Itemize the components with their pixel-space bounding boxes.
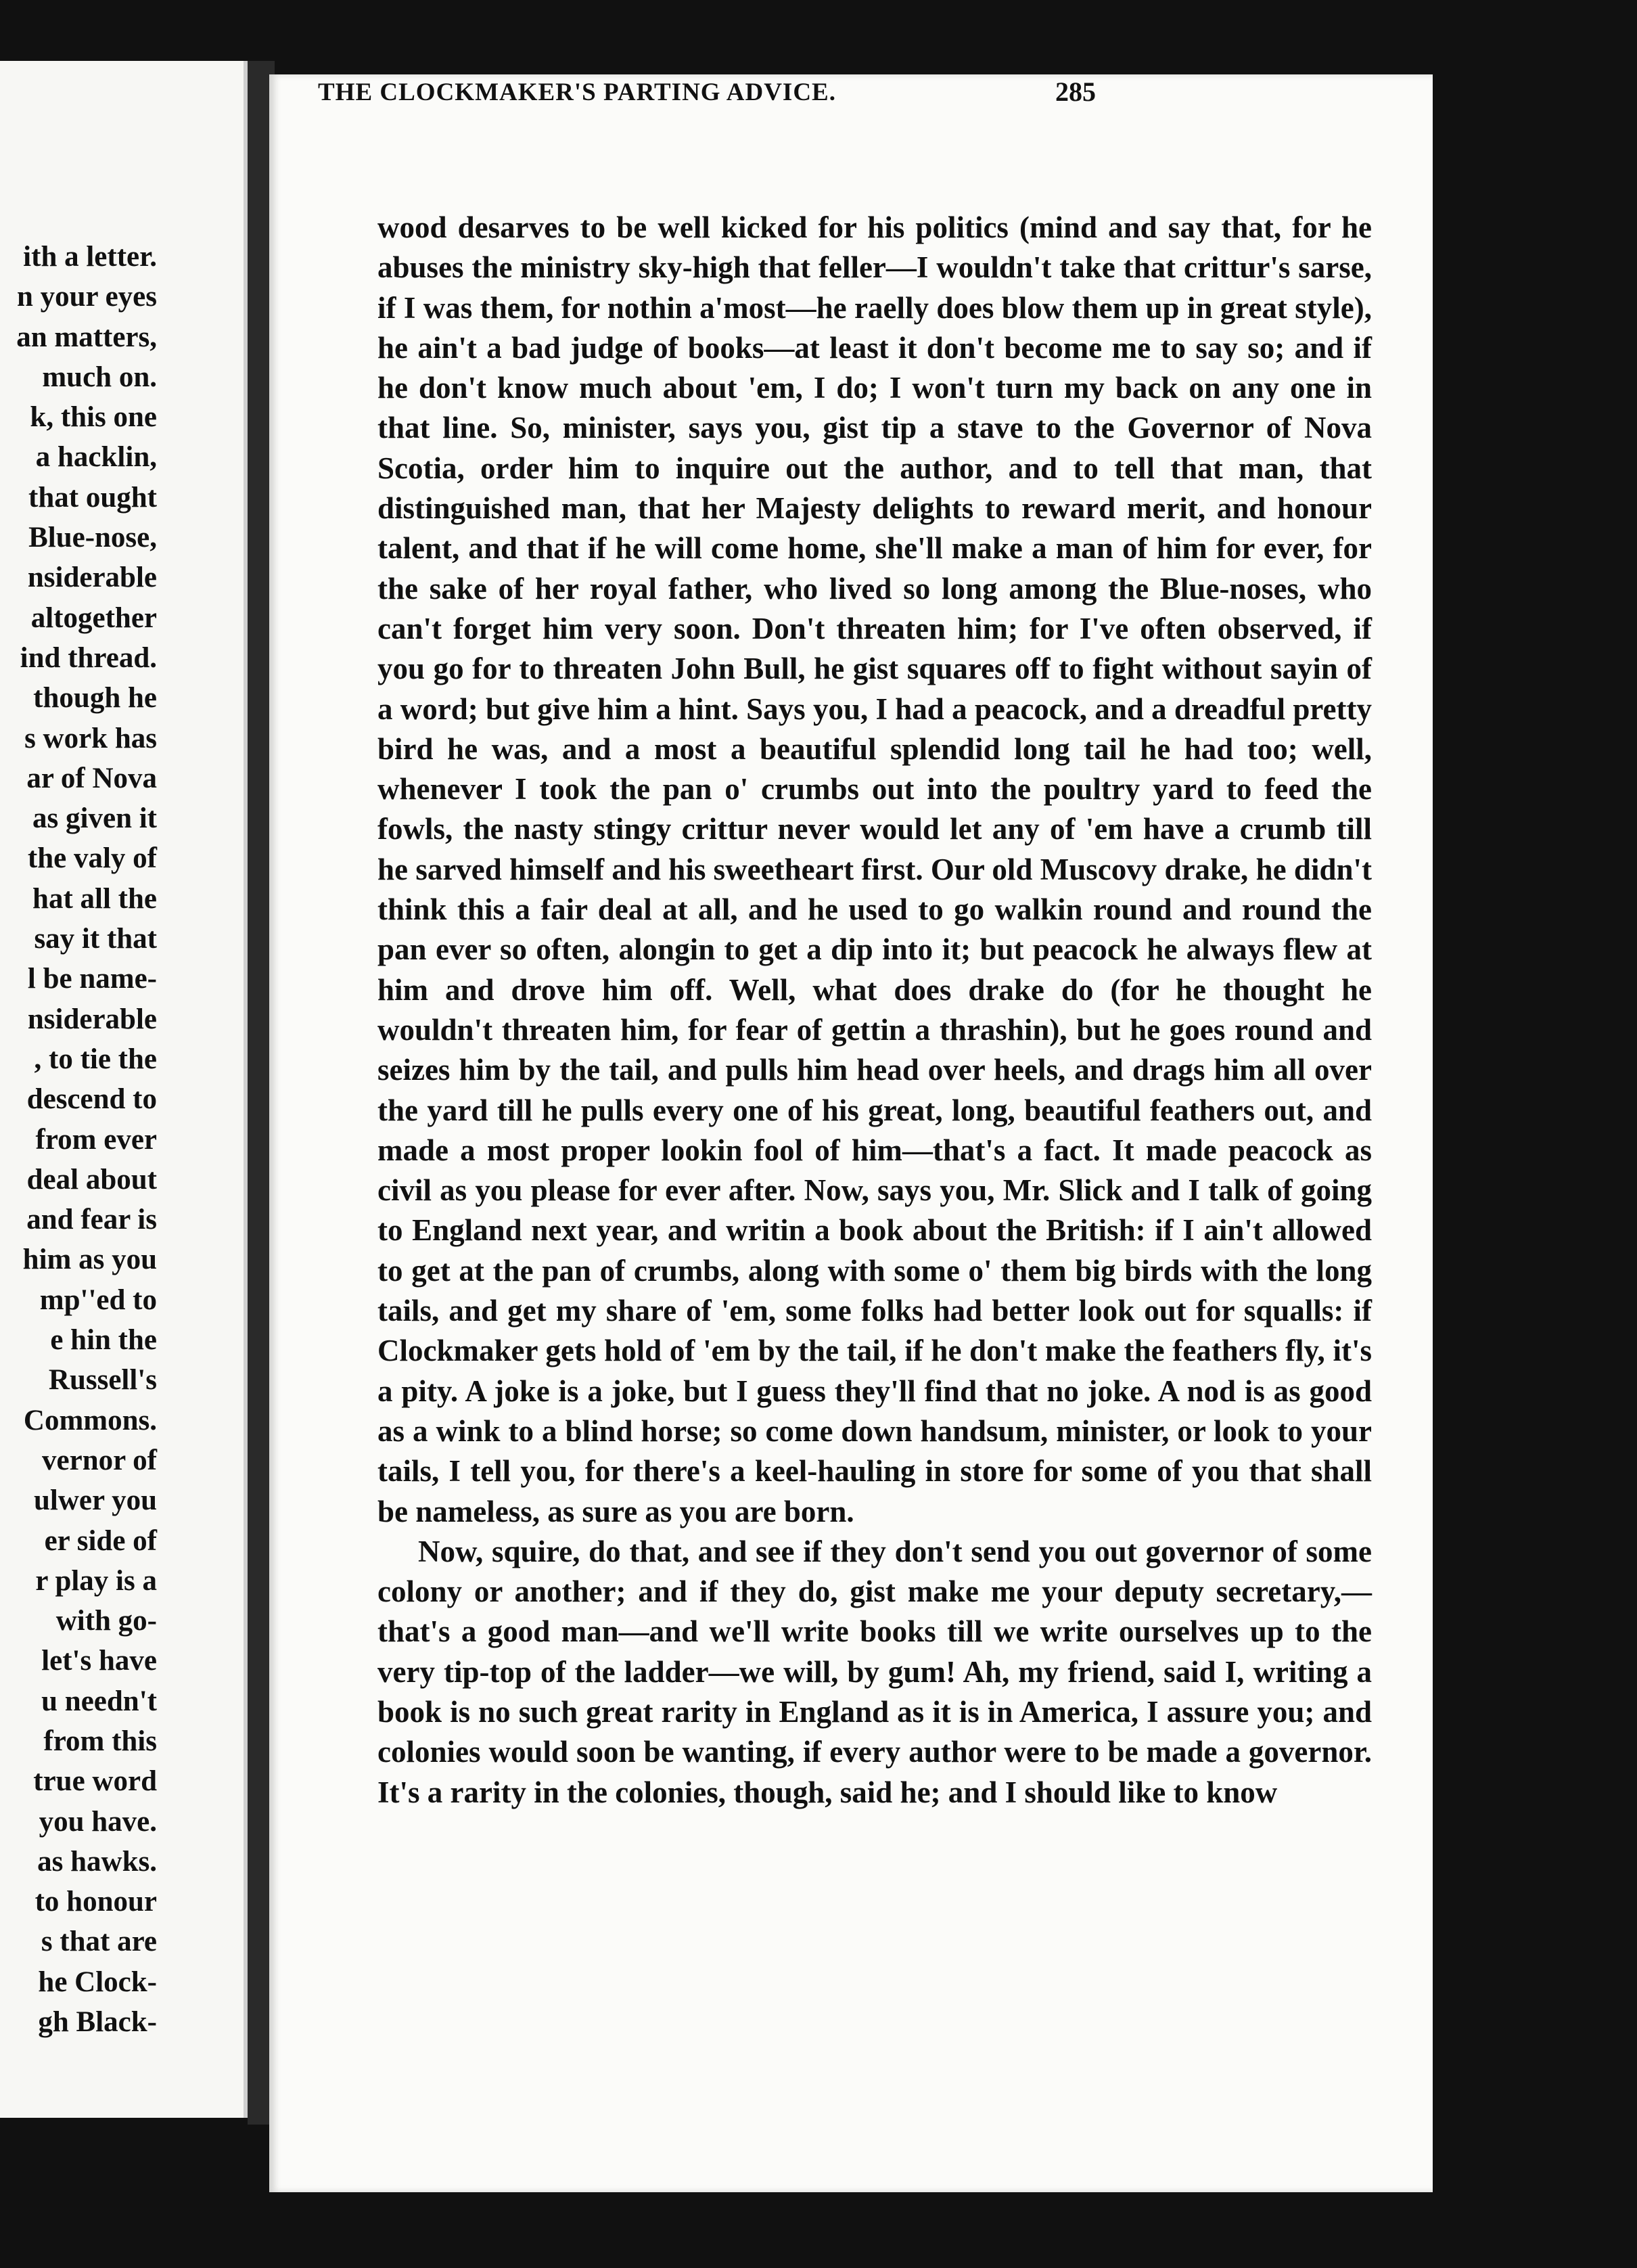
left-page-line: nsiderable — [27, 562, 157, 594]
page-number: 285 — [1055, 76, 1096, 107]
left-page-line: true word — [33, 1765, 157, 1798]
left-page-line: from ever — [35, 1123, 157, 1156]
left-page-line: the valy of — [27, 842, 157, 875]
left-page-line: from this — [43, 1725, 157, 1757]
left-page-line: him as you — [22, 1244, 157, 1276]
left-page-line: gh Black- — [38, 2006, 157, 2039]
left-page-line: Russell's — [48, 1364, 157, 1397]
left-page-line: as hawks. — [37, 1845, 157, 1878]
left-page-line: he Clock- — [38, 1966, 157, 1998]
left-page-line: say it that — [34, 923, 157, 955]
left-page-line: as given it — [32, 802, 157, 835]
left-page-line: ind thread. — [20, 641, 157, 674]
left-page-line: , to tie the — [34, 1043, 157, 1075]
left-page-line: ith a letter. — [23, 241, 157, 273]
left-page-line: descend to — [26, 1083, 157, 1116]
left-page-line: nsiderable — [27, 1003, 157, 1035]
left-page-line: to honour — [34, 1886, 157, 1918]
left-page-text — [16, 237, 157, 2042]
left-page-line: deal about — [26, 1163, 157, 1196]
left-page-line: k, this one — [30, 401, 157, 434]
left-page-line: vernor of — [42, 1444, 157, 1476]
paragraph-2: Now, squire, do that, and see if they don't send you out governor of some colony or another; and if they do, gist make me your deputy secretary,—that's a good man—and we'll write books till we write ourselves up to the very tip-top of the ladder—we will, by gum! Ah, my friend, said I, writing a book is no such great rarity in England as it is in America, I assure you; and colonies would soon be wanting, if every author were to be made a governor. It's a rarity in the colonies, though, said he; and I should like to know — [377, 1534, 1372, 1809]
left-page-line: with go- — [55, 1605, 157, 1637]
running-head: THE CLOCKMAKER'S PARTING ADVICE. — [318, 78, 836, 106]
left-page-line: ulwer you — [34, 1484, 157, 1517]
left-page-line: hat all the — [32, 882, 157, 915]
left-page-line: that ought — [28, 481, 157, 514]
left-page-line: an matters, — [16, 321, 157, 353]
right-page — [269, 74, 1433, 2192]
left-page-line: n your eyes — [16, 281, 157, 313]
left-page-line: e hin the — [50, 1324, 157, 1357]
left-page-line: and fear is — [26, 1204, 157, 1236]
left-page-line: much on. — [42, 361, 157, 393]
left-page-line: s work has — [24, 722, 157, 754]
left-page-line: u needn't — [41, 1685, 157, 1717]
left-page-line: s that are — [41, 1926, 157, 1958]
left-page-line: Blue-nose, — [28, 522, 157, 554]
left-page-line: you have. — [39, 1805, 157, 1838]
left-page-line: though he — [33, 682, 157, 715]
left-page-line: er side of — [44, 1524, 157, 1557]
left-page-line: Commons. — [23, 1404, 157, 1436]
left-page-line: r play is a — [35, 1564, 157, 1597]
left-page-line: mp''ed to — [39, 1284, 157, 1316]
left-page-line: a hacklin, — [35, 441, 157, 474]
left-page-line: let's have — [41, 1645, 157, 1677]
left-page — [0, 61, 248, 2118]
left-page-line: ar of Nova — [26, 762, 157, 794]
left-page-line: altogether — [30, 602, 157, 634]
left-page-line: l be name- — [27, 963, 157, 995]
page-body — [377, 208, 1372, 1813]
paragraph-1: wood desarves to be well kicked for his politics (mind and say that, for he abuses the ministry sky-high that feller—I wouldn't take that crittur's sarse, if I was them, for nothin a'most—he raelly does blow them up in great style), he ain't a bad judge of books—at least it don't become me to say so; and if he don't know much about 'em, I do; I won't turn my back on any one in that line. So, minister, says you, gist tip a stave to the Governor of Nova Scotia, order him to inquire out the author, and to tell that man, that distinguished man, that her Majesty delights to reward merit, and honour talent, and that if he will come home, she'll make a man of him for ever, for the sake of her royal father, who lived so long among the Blue-noses, who can't forget him very soon. Don't threaten him; for I've often observed, if you go for to threaten John Bull, he gist squares off to fight without sayin of a word; but give him a hint. Says you, I had a peacock, and a dreadful pretty bird he was, and a most a beautiful splendid long tail he had too; well, whenever I took the pan o' crumbs out into the poultry yard to feed the fowls, the nasty stingy crittur never would let any of 'em have a crumb till he sarved himself and his sweetheart first. Our old Muscovy drake, he didn't think this a fair deal at all, and he used to go walkin round and round the pan ever so often, alongin to get a dip into it; but peacock he always flew at him and drove him off. Well, what does drake do (for he thought he wouldn't threaten him, for fear of gettin a thrashin), but he goes round and seizes him by the tail, and pulls him head over heels, and drags him all over the yard till he pulls every one of his great, long, beautiful feathers out, and made a most proper lookin fool of him—that's a fact. It made peacock as civil as you please for ever after. Now, says you, Mr. Slick and I talk of going to England next year, and writin a book about the British: if I ain't allowed to get at the pan of crumbs, along with some o' them big birds with the long tails, and get my share of 'em, some folks had better look out for squalls: if Clockmaker gets hold of 'em by the tail, if he don't make the feathers fly, it's a pity. A joke is a joke, but I guess they'll find that no joke. A nod is as good as a wink to a blind horse; so come down handsum, minister, or look to your tails, I tell you, for there's a keel-hauling in store for some of you that shall be nameless, as sure as you are born. — [377, 210, 1372, 1528]
